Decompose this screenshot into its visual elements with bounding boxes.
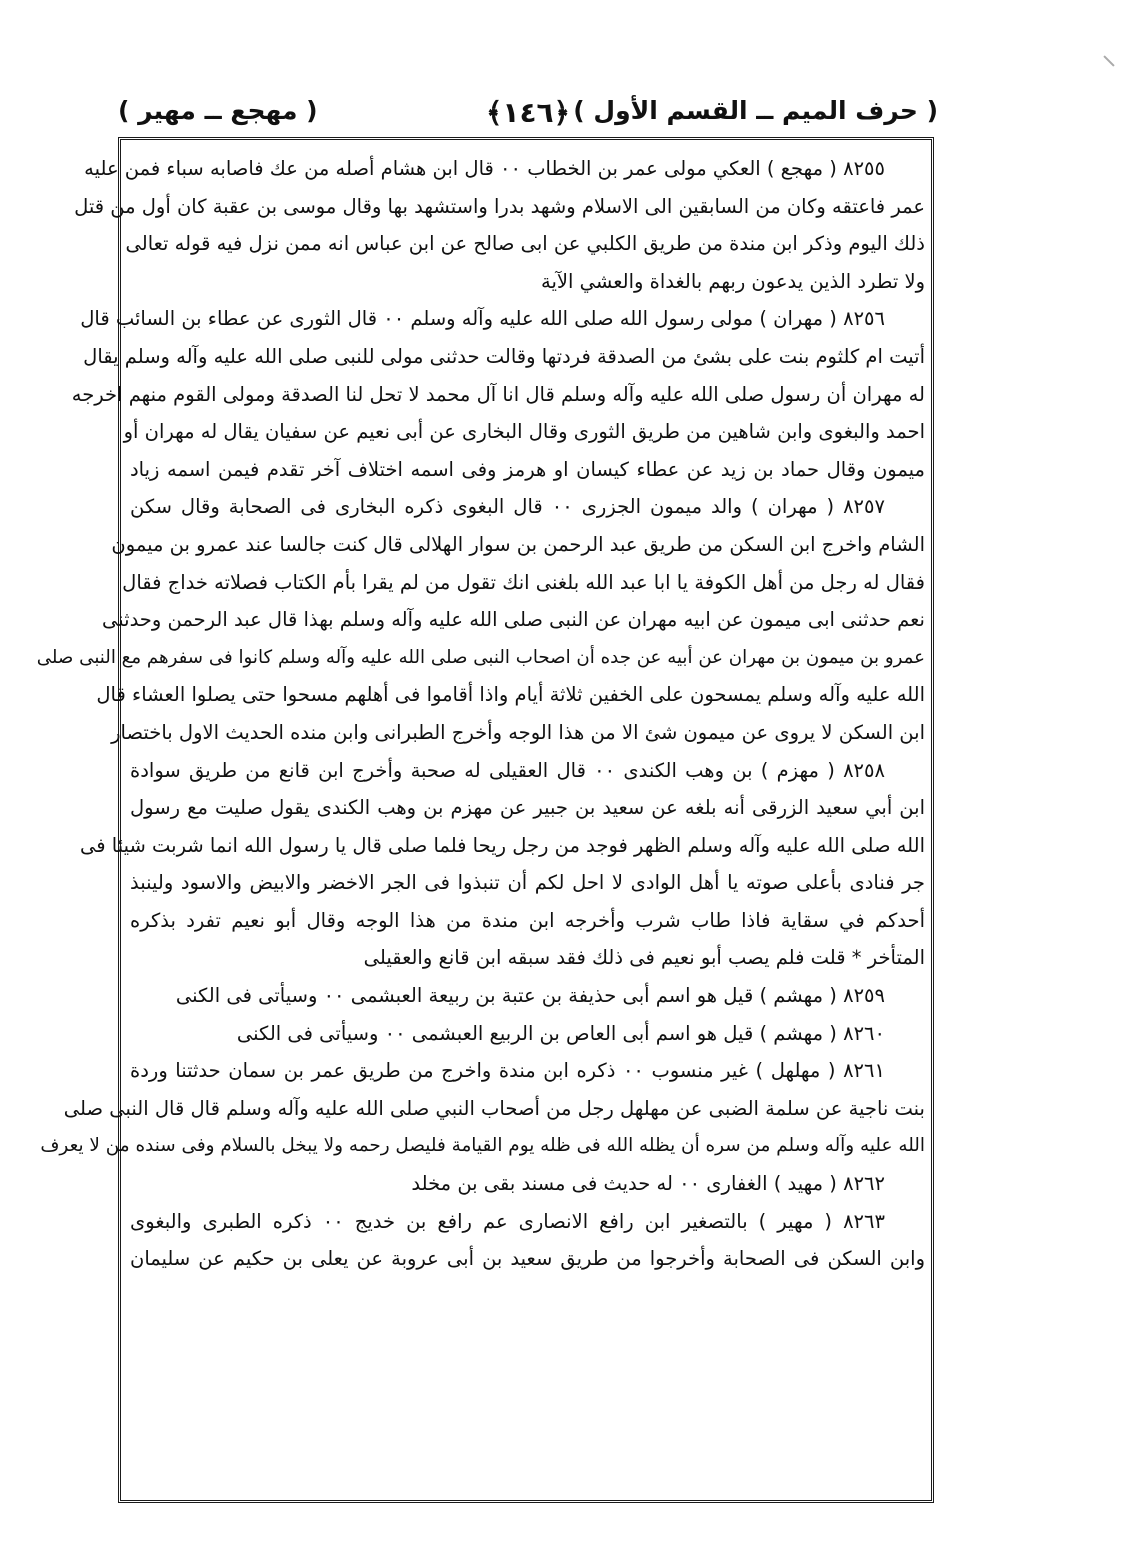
running-head-section: ( حرف الميم ــ القسم الأول ) [573, 96, 938, 125]
entry-line: بنت ناجية عن سلمة الضبى عن مهلهل رجل من أصحاب النبي صلى الله عليه وآله وسلم قال قال النبى صلى [63, 1096, 925, 1120]
entry-8259 [130, 977, 925, 1015]
entry-8263 [130, 1203, 925, 1278]
entry-line: ٨٢٥٥ ( مهجع ) العكي مولى عمر بن الخطاب ٠٠ قال ابن هشام أصله من عك فاصابه سباء فمن عليه [84, 157, 885, 180]
entry-line: المتأخر * قلت فلم يصب أبو نعيم فى ذلك فقد سبقه ابن قانع والعقيلى [363, 946, 925, 970]
entry-line: ٨٢٦١ ( مهلهل ) غير منسوب ٠٠ ذكره ابن مندة واخرج من طريق عمر بن سمان حدثتنا وردة [130, 1059, 885, 1083]
entry-line: ذلك اليوم وذكر ابن مندة من طريق الكلبي عن ابى صالح عن ابن عباس انه ممن نزل فيه قوله تعالى [125, 232, 925, 256]
entry-line: ٨٢٥٨ ( مهزم ) بن وهب الكندى ٠٠ قال العقيلى له صحبة وأخرج ابن قانع من طريق سوادة [130, 758, 885, 782]
entry-8260 [130, 1015, 925, 1053]
entry-8258 [80, 752, 925, 978]
entry-line: عمر فاعتقه وكان من السابقين الى الاسلام وشهد بدرا واستشهد بها وقال موسى بن عقبة كان أول من قتل [74, 194, 925, 218]
page-number: ﴿١٤٦﴾ [485, 96, 571, 129]
entry-line: الله عليه وآله وسلم يمسحون على الخفين ثلاثة أيام واذا أقاموا فى أهلهم مسحوا حتى يصلوا العشاء قال [96, 683, 925, 707]
entry-line: ولا تطرد الذين يدعون ربهم بالغداة والعشي الآية [540, 269, 925, 293]
entry-line: ٨٢٥٩ ( مهشم ) قيل هو اسم أبى حذيفة بن عتبة بن ربيعة العبشمى ٠٠ وسيأتى فى الكنى [175, 984, 885, 1008]
entry-line: عمرو بن ميمون بن مهران عن أبيه عن جده أن اصحاب النبى صلى الله عليه وآله وسلم كانوا فى سفرهم مع النبى صلى [36, 646, 925, 668]
entry-line: أحدكم في سقاية فاذا طاب شرب وأخرجه ابن مندة من هذا الوجه وقال أبو نعيم تفرد بذكره [130, 908, 925, 932]
entry-line: أتيت ام كلثوم بنت على بشئ من الصدقة فردتها وقالت حدثنى مولى للنبى صلى الله عليه وآله وسلم يقال [83, 344, 925, 368]
entry-line: وابن السكن فى الصحابة وأخرجوا من طريق سعيد بن أبى عروبة عن يعلى بن حكيم عن سليمان [130, 1247, 925, 1271]
entry-line: ميمون وقال حماد بن زيد عن عطاء كيسان او هرمز وفى اسمه اختلاف آخر تقدم فيمن اسمه زياد [130, 457, 925, 481]
entry-line: فقال له رجل من أهل الكوفة يا ابا عبد الله بلغنى انك تقول من لم يقرا بأم الكتاب فصلاته خداج فقال [122, 570, 925, 594]
entry-8256 [71, 300, 925, 488]
entry-line: الله صلى الله عليه وآله وسلم الظهر فوجد من رجل ريحا فلما صلى قال يا رسول الله انما شربت شيئا فى [80, 833, 925, 857]
entry-8262 [130, 1165, 925, 1203]
running-head-range: ( مهجع ــ مهير ) [118, 96, 318, 125]
entry-line: ابن أبي سعيد الزرقى أنه بلغه عن سعيد بن جبير عن مهزم بن وهب الكندى يقول صليت مع رسول [130, 796, 925, 820]
entry-8261 [40, 1052, 925, 1165]
entry-line: الشام واخرج ابن السكن من طريق عبد الرحمن بن سوار الهلالى قال كنت جالسا عند عمرو بن ميمون [111, 532, 925, 556]
entry-line: ٨٢٦٣ ( مهير ) بالتصغير ابن رافع الانصارى عم رافع بن خديج ٠٠ ذكره الطبرى والبغوى [130, 1209, 885, 1233]
entry-line: الله عليه وآله وسلم من سره أن يظله الله فى ظله يوم القيامة فليصل رحمه ولا يبخل بالسلام وفى سنده من لا يعرف [40, 1135, 925, 1157]
entry-line: ٨٢٥٧ ( مهران ) والد ميمون الجزرى ٠٠ قال البغوى ذكره البخارى فى الصحابة وقال سكن [130, 495, 885, 519]
entry-line: له مهران أن رسول صلى الله عليه وآله وسلم قال انا آل محمد لا تحل لنا الصدقة ومولى القوم منهم اخرجه [71, 382, 925, 406]
entry-line: ٨٢٥٦ ( مهران ) مولى رسول الله صلى الله عليه وآله وسلم ٠٠ قال الثورى عن عطاء بن السائب قال [80, 307, 885, 331]
entry-8257 [36, 488, 925, 751]
entry-8255 [74, 150, 925, 300]
entry-line: ابن السكن لا يروى عن ميمون شئ الا من هذا الوجه وأخرج الطبرانى وابن منده الحديث الاول باختصار [111, 720, 925, 744]
main-text [36, 150, 925, 1278]
entry-line: ٨٢٦٢ ( مهيد ) الغفارى ٠٠ له حديث فى مسند بقى بن مخلد [411, 1172, 885, 1196]
entry-line: نعم حدثنى ابى ميمون عن ابيه مهران عن النبى صلى الله عليه وآله وسلم بهذا قال عبد الرحمن وحدثنى [102, 608, 925, 632]
scan-mark [1103, 55, 1114, 66]
entry-line: جر فنادى بأعلى صوته يا أهل الوادى لا احل لكم أن تنبذوا فى الجر الاخضر والابيض والاسود ولينبذ [130, 871, 925, 895]
entry-line: احمد والبغوى وابن شاهين من طريق الثورى وقال البخارى عن أبى نعيم عن سفيان يقال له مهران أو [123, 420, 925, 444]
entry-line: ٨٢٦٠ ( مهشم ) قيل هو اسم أبى العاص بن الربيع العبشمى ٠٠ وسيأتى فى الكنى [236, 1021, 885, 1045]
page-header [118, 92, 938, 136]
